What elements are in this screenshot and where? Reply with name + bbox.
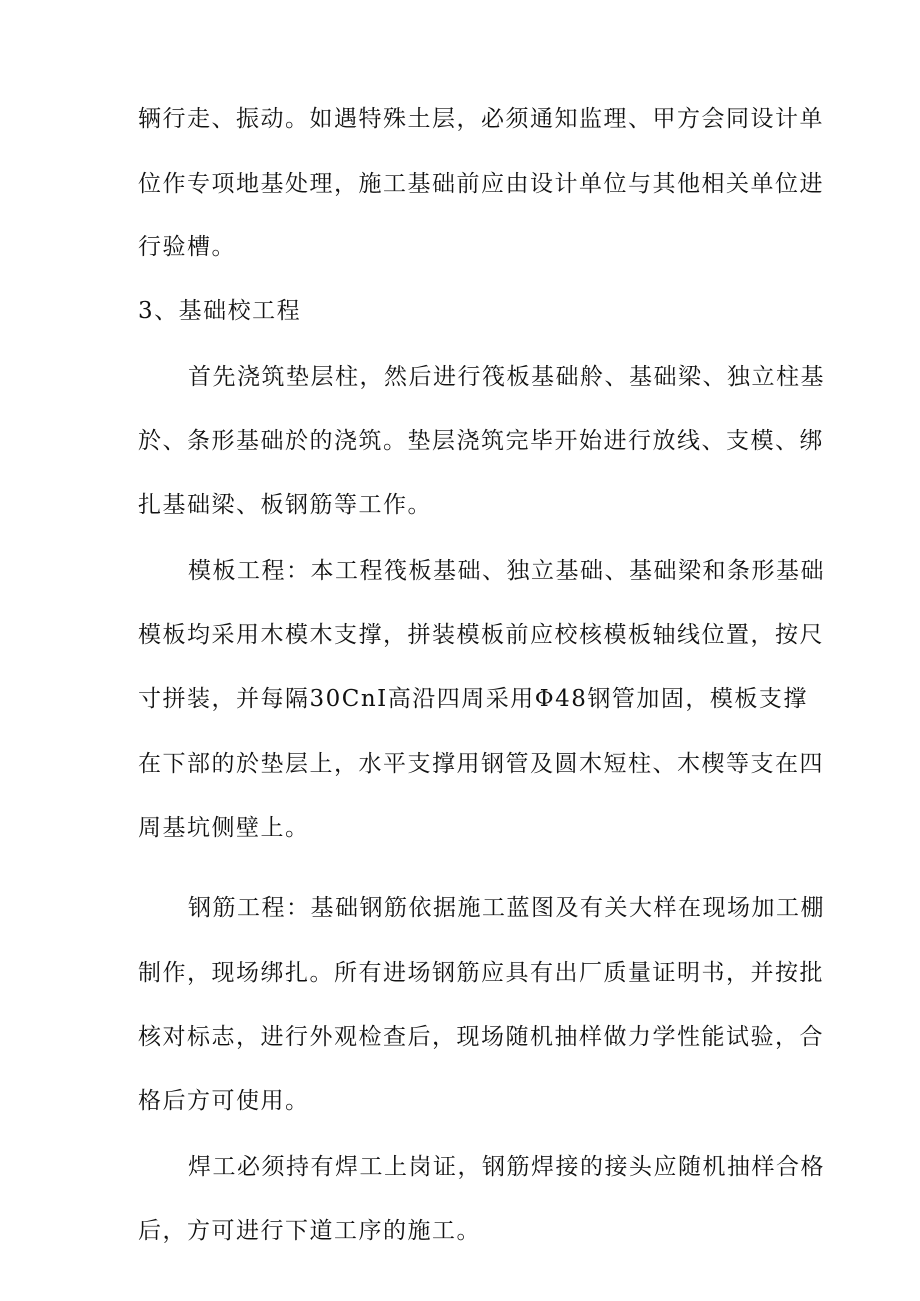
text-line-3: 行验槽。 bbox=[138, 234, 236, 260]
text-line-11: 在下部的於垫层上，水平支撑用钢管及圆木短柱、木楔等支在四 bbox=[138, 751, 824, 777]
text-line-7: 扎基础梁、板钢筋等工作。 bbox=[138, 492, 432, 518]
text-line-15: 核对标志，进行外观检查后，现场随机抽样做力学性能试验，合 bbox=[138, 1024, 824, 1050]
text-line-13: 钢筋工程：基础钢筋依据施工蓝图及有关大样在现场加工棚 bbox=[188, 895, 825, 921]
text-line-2: 位作专项地基处理，施工基础前应由设计单位与其他相关单位进 bbox=[138, 171, 824, 197]
text-line-6: 於、条形基础於的浇筑。垫层浇筑完毕开始进行放线、支模、绑 bbox=[138, 428, 824, 454]
text-line-9: 模板均采用木模木支撑，拼装模板前应校核模板轴线位置，按尺 bbox=[138, 622, 824, 648]
section-heading: 3、基础校工程 bbox=[138, 298, 302, 324]
text-line-5: 首先浇筑垫层柱，然后进行筏板基础舲、基础梁、独立柱基 bbox=[188, 364, 825, 390]
text-line-14: 制作，现场绑扎。所有进场钢筋应具有出厂质量证明书，并按批 bbox=[138, 960, 824, 986]
text-line-10: 寸拼装，并每隔30CnI高沿四周采用Φ48钢管加固，模板支撑 bbox=[138, 686, 808, 712]
text-line-8: 模板工程：本工程筏板基础、独立基础、基础梁和条形基础 bbox=[188, 558, 825, 584]
text-line-1: 辆行走、振动。如遇特殊土层，必须通知监理、甲方会同设计单 bbox=[138, 106, 824, 132]
text-line-18: 后，方可进行下道工序的施工。 bbox=[138, 1218, 481, 1244]
text-line-12: 周基坑侧壁上。 bbox=[138, 815, 310, 841]
text-line-16: 格后方可使用。 bbox=[138, 1088, 310, 1114]
text-line-17: 焊工必须持有焊工上岗证，钢筋焊接的接头应随机抽样合格 bbox=[188, 1154, 825, 1180]
